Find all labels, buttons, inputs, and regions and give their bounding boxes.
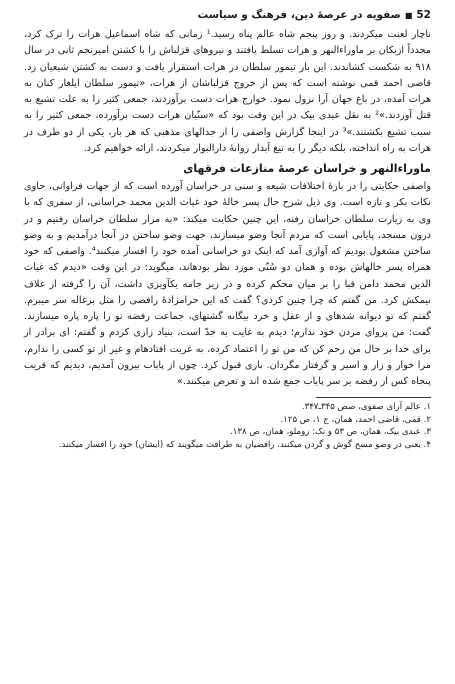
footnote-4: ۴. یعنی در وضو مسح گوش و گردن میکنند. رافضیان به طرافت میگویند که (ایشان) خود را افسار میکنند. <box>58 440 431 451</box>
header-separator-icon: ■ <box>404 10 413 20</box>
running-header <box>24 6 431 24</box>
paragraph-1: ناچار لعنت میکردند. و روز پنجم شاه عالم پناه رسید.¹ زمانی که شاه اسماعیل هرات را ترک کرد، مجدداً ازبکان بر ماوراءالنهر و هرات تسلط یافتند و نیروهای قزلباش را با کشتن امیرنجم ثانی در سال ۹۱۸ به شکست کشاندند. این بار تیمور سلطان در هرات استقرار یافت و دست به کشتن شیعیان زد. قاضی احمد قمی نوشته است که پس از خروج قزلباشان از هرات، «تیمور سلطان ایلغار کنان به هرات آمده، در باغ جهان آرا نزول نمود. خوارج هرات دست برآوردند، جمعی کثیر را به علت تشیع به قتل آوردند.»² به نقل عبدی بیک در این وقت بود که «سنّیان هرات دست برآورده، جمعی کثیر را به سبب تشیع بکشتند.»³ در اینجا گزارش واصفی را از جدالهای مذهبی که هر بار، یکی از دو طرف در هرات به راه انداخته، بلکه دیگر را به تیغ آبدار روانهٔ دارالبوار میکردند، ارائه خواهیم کرد. <box>24 29 432 154</box>
paragraph-2: واصفی حکایتی را در بارهٔ اختلافات شیعه و سنی در خراسان آورده است که از جهات فراوانی، حاوی نکات بکر و تازه است. وی ذیل شرح حال پسر خالهٔ خود غیاث الدین محمد خراسانی، از سفری که با وی به زیارت سلطان خراسان رفته، این چنین حکایت میکند: «به مزار سلطان خراسان رفتیم و در درون مسجد، پایابی است که مردم آنجا وضو میسازند، جهت وضو ساختن در آنجا درآمدیم و به وضو ساختن مشغول بودیم که آوازی آمد که اینک دو خراسانی آمده خود را افسار میکنند⁴. واصفی که خود همراه پسر خالهاش بوده و همان دو سُنّی مورد نظر بودهاند، میگوید: در این وقت «دیدم که غیاث الدین محمد دامن قبا را بر میان محکم کرده و در زیر جامه یکآویزی داشت، آن را گرفته از غلاف نیمکش کرد. من گفتم که چرا چنین کردی؟ گفت که این حرامزادهٔ رافضی را مثل بزغاله سر میبرم. گفتم که تو دیوانه شدهای و از عقل و خرد بیگانه گشتهای، جماعت رفضه تو را پاره پاره میسازند. گفت: من پروای مردن خود ندارم؛ دیدم به غایت به جدّ است، بنیاد زاری کردم و گفتم: ای برادر از برای خدا بر حال من رحم کن که من تو را اعتماد کرده، به غربت افتادهام و غیر از تو کسی را ندارم، مرا خوار و زار و اسیر و گرفتار مگردان. باری قبول کرد. چون از پایاب بیرون آمدیم، دیدیم که قریب پنجاه کس از رفضه بر سر پایاب جمع شده اند و تعرض میکنند.» <box>24 181 431 387</box>
footnote-2: ۲. قمی، قاضی احمد، همان، ج ۱، ص ۱۲۵. <box>280 414 431 425</box>
section-heading: ماوراءالنهر و خراسان عرصهٔ منازعات فرقهای <box>183 162 431 175</box>
footnote-3: ۳. عبدی بیک، همان، ص ۵۳ و نک: روملو، همان، ص ۱۳۸. <box>230 427 431 438</box>
running-title: صفویه در عرصهٔ دین، فرهنگ و سیاست <box>197 9 401 21</box>
page-number: 52 <box>416 9 431 21</box>
footnote-divider <box>316 397 431 398</box>
header-right <box>198 9 431 21</box>
main-text <box>24 27 431 390</box>
footnote-1: ۱. عالم آرای صفوی، صص ۳۴۵ـ۳۴۷. <box>301 402 431 413</box>
footnotes <box>24 401 431 451</box>
